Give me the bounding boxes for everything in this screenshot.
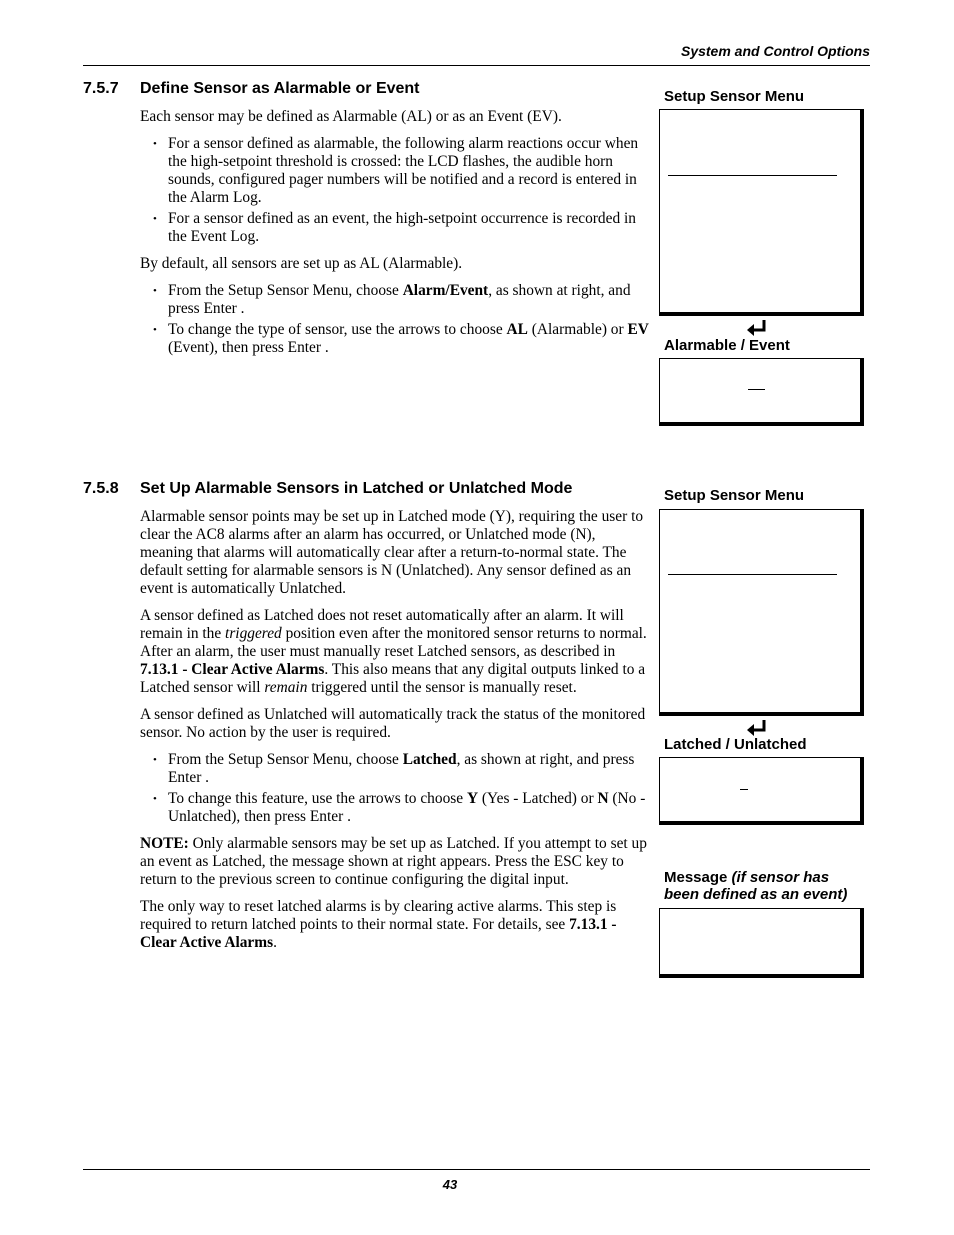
list-item: • For a sensor defined as alarmable, the following alarm reactions occur when the high-setpoint threshold is crossed: the LCD flashes, the audible horn sounds, configured pager numbers will be notified and a record is entered in the Alarm Log. (140, 135, 650, 207)
section-number: 7.5.8 (83, 480, 119, 497)
cursor-underline (748, 389, 765, 390)
panel-label-latched-unlatched: Latched / Unlatched (664, 736, 807, 753)
cursor-underline (740, 789, 748, 790)
list-item: • To change the type of sensor, use the arrows to choose AL (Alarmable) or EV (Event), then press Enter . (140, 321, 650, 357)
panel-label-setup-menu-1: Setup Sensor Menu (664, 88, 805, 105)
selection-underline (668, 574, 837, 575)
lcd-setup-sensor-menu-2 (659, 509, 864, 716)
list-item: • To change this feature, use the arrows to choose Y (Yes - Latched) or N (No - Unlatched), then press Enter . (140, 790, 650, 826)
panel-label-message (664, 869, 864, 903)
panel-label-alarmable-event: Alarmable / Event (664, 337, 790, 354)
section-title: Define Sensor as Alarmable or Event (140, 80, 420, 97)
default-paragraph: By default, all sensors are set up as AL (Alarmable). (140, 255, 463, 272)
lcd-message (659, 908, 864, 978)
header-rule (83, 65, 870, 66)
section-number: 7.5.7 (83, 80, 119, 97)
running-header: System and Control Options (680, 43, 870, 59)
lcd-alarmable-event (659, 358, 864, 426)
list-item: • From the Setup Sensor Menu, choose Alarm/Event, as shown at right, and press Enter . (140, 282, 650, 318)
list-item: • From the Setup Sensor Menu, choose Latched, as shown at right, and press Enter . (140, 751, 650, 787)
reaction-list (140, 135, 650, 246)
final-paragraph: The only way to reset latched alarms is by clearing active alarms. This step is required to return latched points to their normal state. For details, see 7.13.1 - Clear Active Alarms. (140, 898, 617, 951)
page-number: 43 (442, 1177, 458, 1192)
message-label: Message (664, 869, 728, 886)
section-757-body (140, 108, 650, 366)
intro-paragraph: Each sensor may be defined as Alarmable (AL) or as an Event (EV). (140, 108, 562, 125)
unlatched-paragraph: A sensor defined as Unlatched will automatically track the status of the monitored sensor. No action by the user is required. (140, 706, 646, 741)
latched-modes-paragraph: Alarmable sensor points may be set up in Latched mode (Y), requiring the user to clear the AC8 alarms after an alarm has occurred, or Unlatched mode (N), meaning that alarms will automatically clear after a return-to-normal state. The default setting for alarmable sensors is N (Unlatched). Any sensor defined as an event is automatically Unlatched. (140, 508, 644, 597)
selection-underline (668, 175, 837, 176)
section-758-body (140, 508, 650, 961)
enter-arrow-icon (745, 718, 769, 738)
lcd-setup-sensor-menu-1 (659, 109, 864, 316)
note-paragraph: NOTE: Only alarmable sensors may be set up as Latched. If you attempt to set up an event as Latched, the message shown at right appears. Press the ESC key to return to the previous screen to continue configuring the digital input. (140, 835, 647, 888)
enter-arrow-icon (745, 318, 769, 338)
list-item: • For a sensor defined as an event, the high-setpoint occurrence is recorded in the Event Log. (140, 210, 650, 246)
message-note: (if sensor has been defined as an event) (664, 869, 848, 903)
section-title: Set Up Alarmable Sensors in Latched or Unlatched Mode (140, 480, 573, 497)
steps-list (140, 751, 650, 826)
panel-label-setup-menu-2: Setup Sensor Menu (664, 487, 805, 504)
steps-list (140, 282, 650, 357)
lcd-latched-unlatched (659, 757, 864, 825)
footer-rule (83, 1169, 870, 1170)
section-757-heading (83, 80, 643, 100)
section-758-heading (83, 480, 653, 500)
latched-definition-paragraph: A sensor defined as Latched does not reset automatically after an alarm. It will remain in the triggered position even after the monitored sensor returns to normal. After an alarm, the user must manually reset Latched sensors, as described in 7.13.1 - Clear Active Alarms. This also means that any digital outputs linked to a Latched sensor will remain triggered until the sensor is manually reset. (140, 607, 647, 696)
